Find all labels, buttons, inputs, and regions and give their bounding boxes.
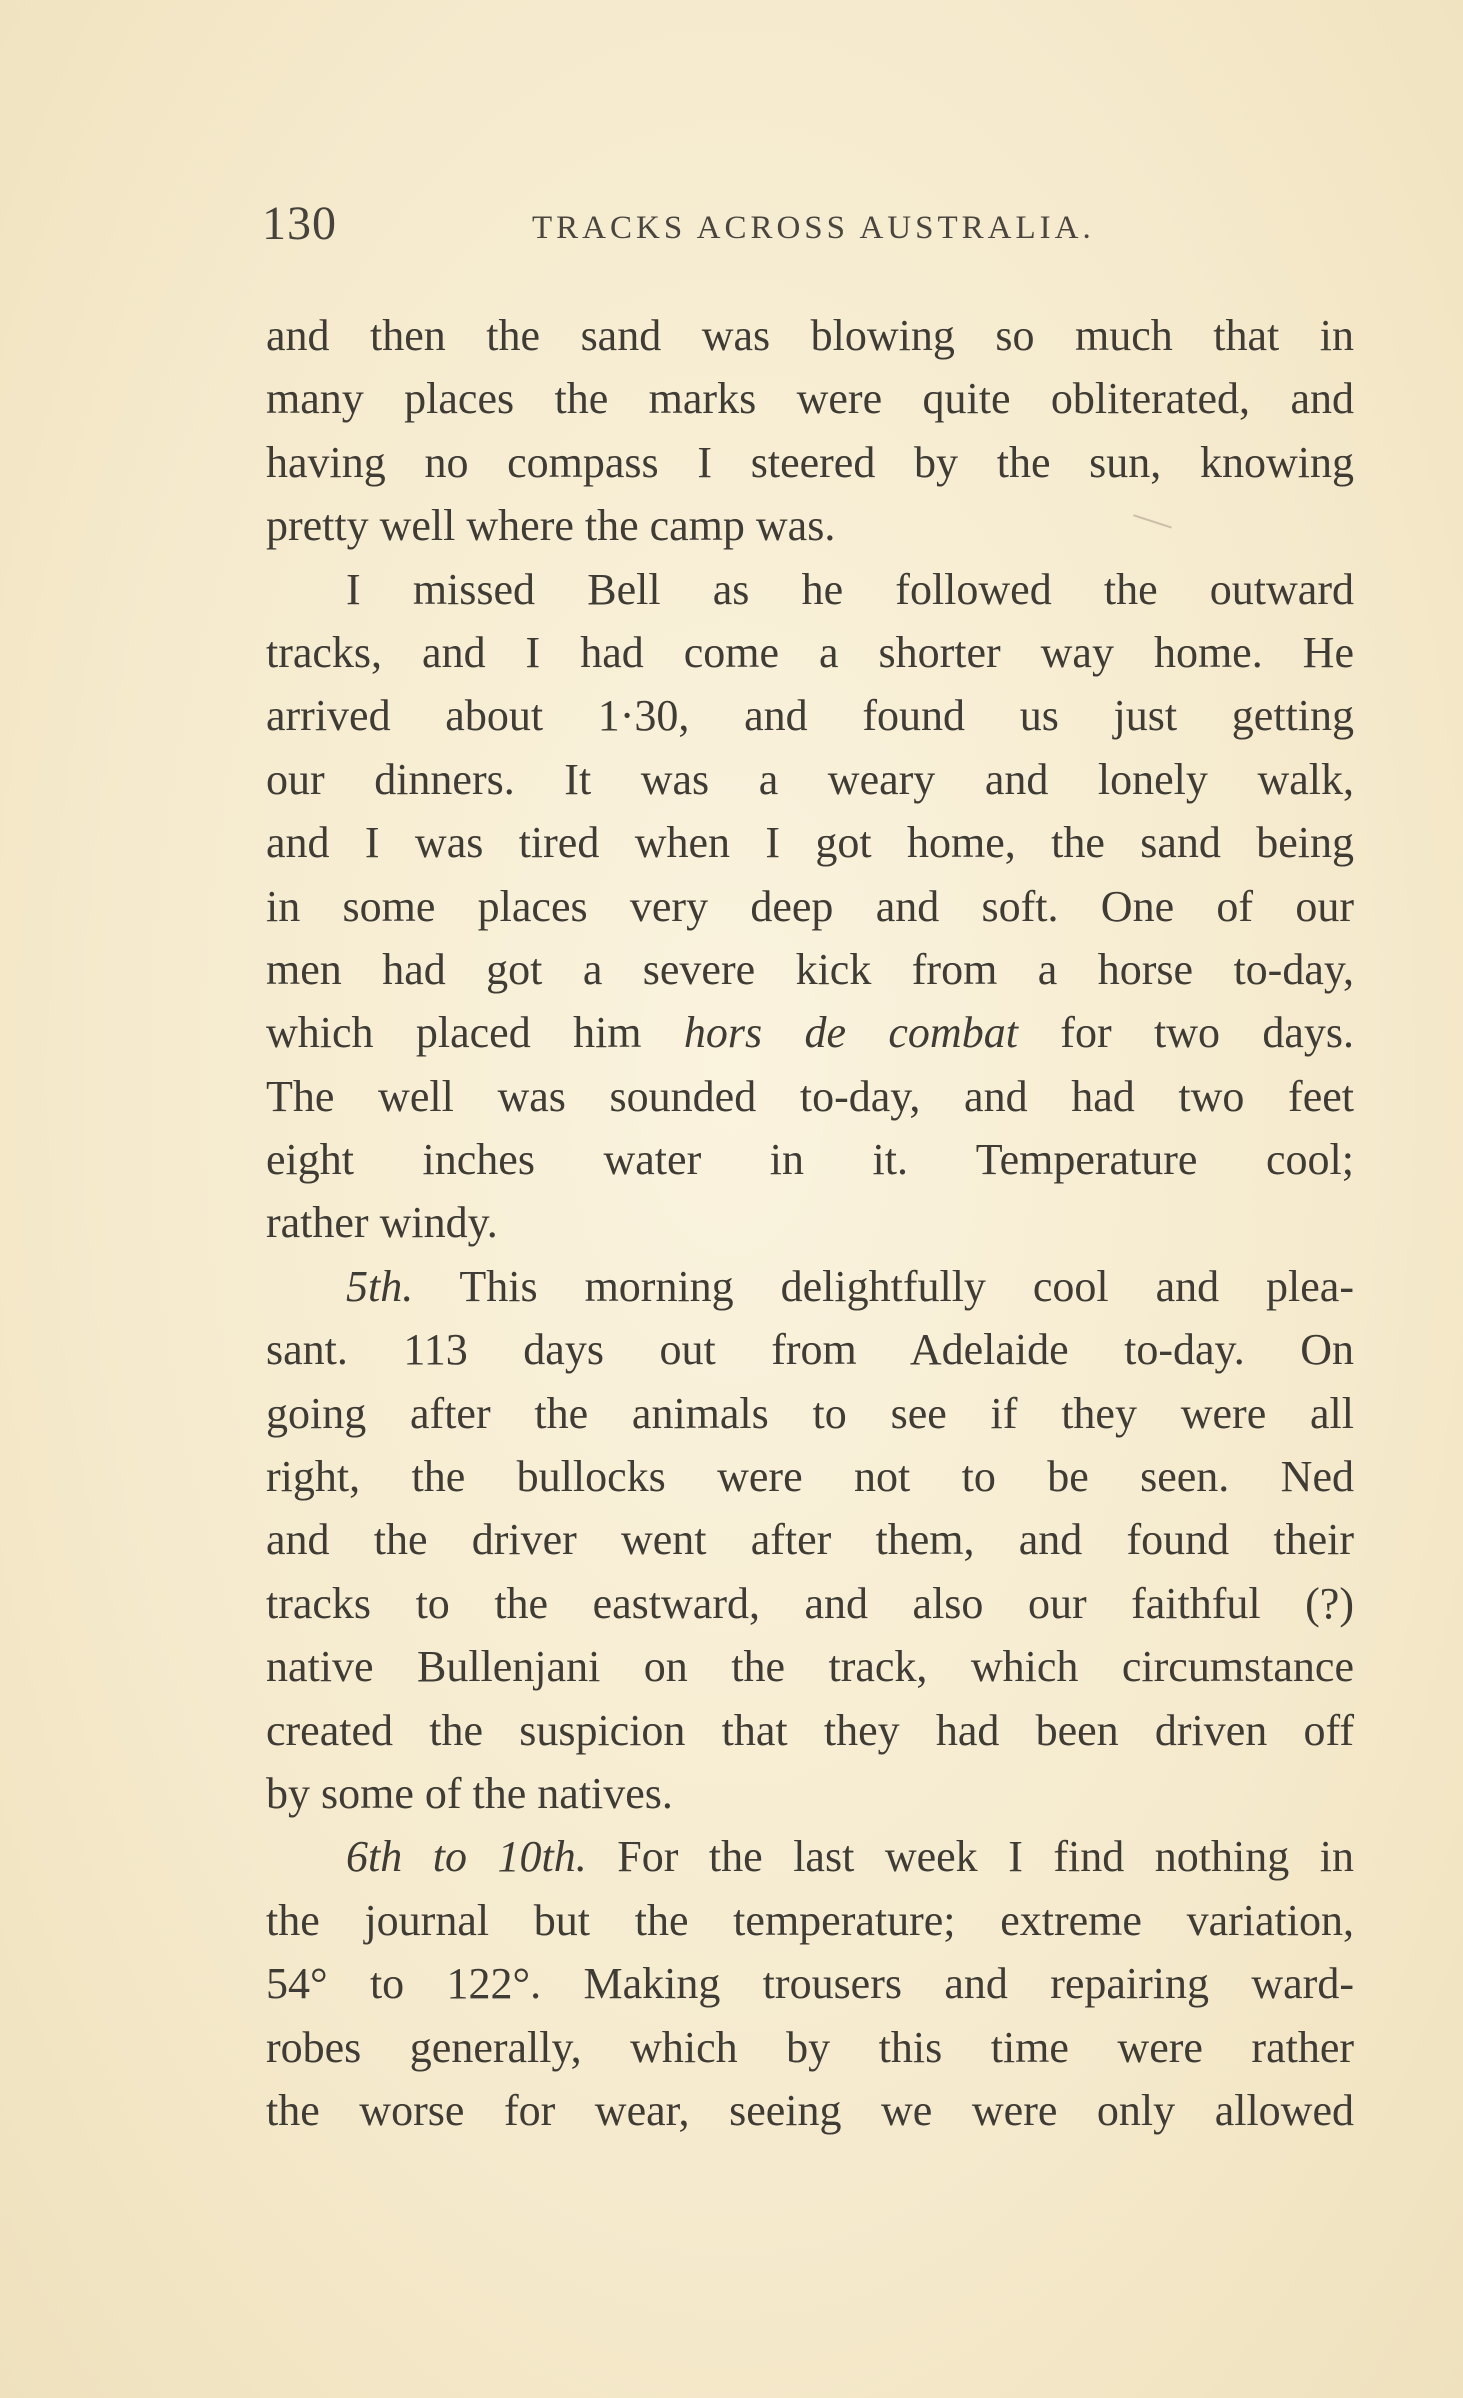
date-lead: 6th to 10th. bbox=[346, 1832, 587, 1882]
text-line: in some places very deep and soft. One of our bbox=[266, 881, 1354, 931]
text-line: the journal but the temperature; extreme variation, bbox=[266, 1895, 1354, 1945]
text-line: many places the marks were quite obliterated, and bbox=[266, 374, 1354, 424]
text-line: going after the animals to see if they were all bbox=[266, 1388, 1354, 1438]
book-title: TRACKS ACROSS AUSTRALIA. bbox=[532, 210, 1095, 246]
text-line: sant. 113 days out from Adelaide to-day. On bbox=[266, 1325, 1354, 1375]
text-line: the worse for wear, seeing we were only allowed bbox=[266, 2085, 1354, 2135]
text-line: The well was sounded to-day, and had two feet bbox=[266, 1071, 1354, 1121]
body-text bbox=[266, 304, 1354, 2142]
page-number: 130 bbox=[262, 197, 337, 250]
text-segment: which placed him bbox=[266, 1008, 684, 1058]
text-line: having no compass I steered by the sun, knowing bbox=[266, 437, 1354, 487]
text-line bbox=[266, 1001, 1354, 1064]
text-line: arrived about 1·30, and found us just getting bbox=[266, 691, 1354, 741]
text-line: men had got a severe kick from a horse to-day, bbox=[266, 944, 1354, 994]
text-line: tracks to the eastward, and also our faithful (?) bbox=[266, 1578, 1354, 1628]
text-line: and I was tired when I got home, the sand being bbox=[266, 818, 1354, 868]
text-line: our dinners. It was a weary and lonely walk, bbox=[266, 754, 1354, 804]
text-line: pretty well where the camp was. bbox=[266, 501, 836, 551]
text-line bbox=[266, 1255, 1354, 1318]
date-lead: 5th. bbox=[346, 1261, 414, 1311]
text-line: right, the bullocks were not to be seen. Ned bbox=[266, 1452, 1354, 1502]
text-line bbox=[266, 1825, 1354, 1888]
text-line: 54° to 122°. Making trousers and repairing ward- bbox=[266, 1959, 1354, 2009]
text-line: by some of the natives. bbox=[266, 1768, 673, 1818]
text-line: tracks, and I had come a shorter way home. He bbox=[266, 627, 1354, 677]
text-segment: for two days. bbox=[1017, 1008, 1354, 1058]
text-line: robes generally, which by this time were rather bbox=[266, 2022, 1354, 2072]
text-segment: This morning delightfully cool and plea- bbox=[413, 1261, 1354, 1311]
text-line: I missed Bell as he followed the outward bbox=[346, 564, 1354, 614]
text-line: created the suspicion that they had been driven off bbox=[266, 1705, 1354, 1755]
text-line: rather windy. bbox=[266, 1198, 498, 1248]
text-line: native Bullenjani on the track, which circumstance bbox=[266, 1642, 1354, 1692]
text-line: and the driver went after them, and found their bbox=[266, 1515, 1354, 1565]
text-line: eight inches water in it. Temperature cool; bbox=[266, 1135, 1354, 1185]
text-segment: For the last week I find nothing in bbox=[586, 1832, 1354, 1882]
italic-phrase: hors de combat bbox=[683, 1008, 1018, 1058]
text-line: and then the sand was blowing so much that in bbox=[266, 311, 1354, 360]
running-head bbox=[262, 196, 1372, 256]
